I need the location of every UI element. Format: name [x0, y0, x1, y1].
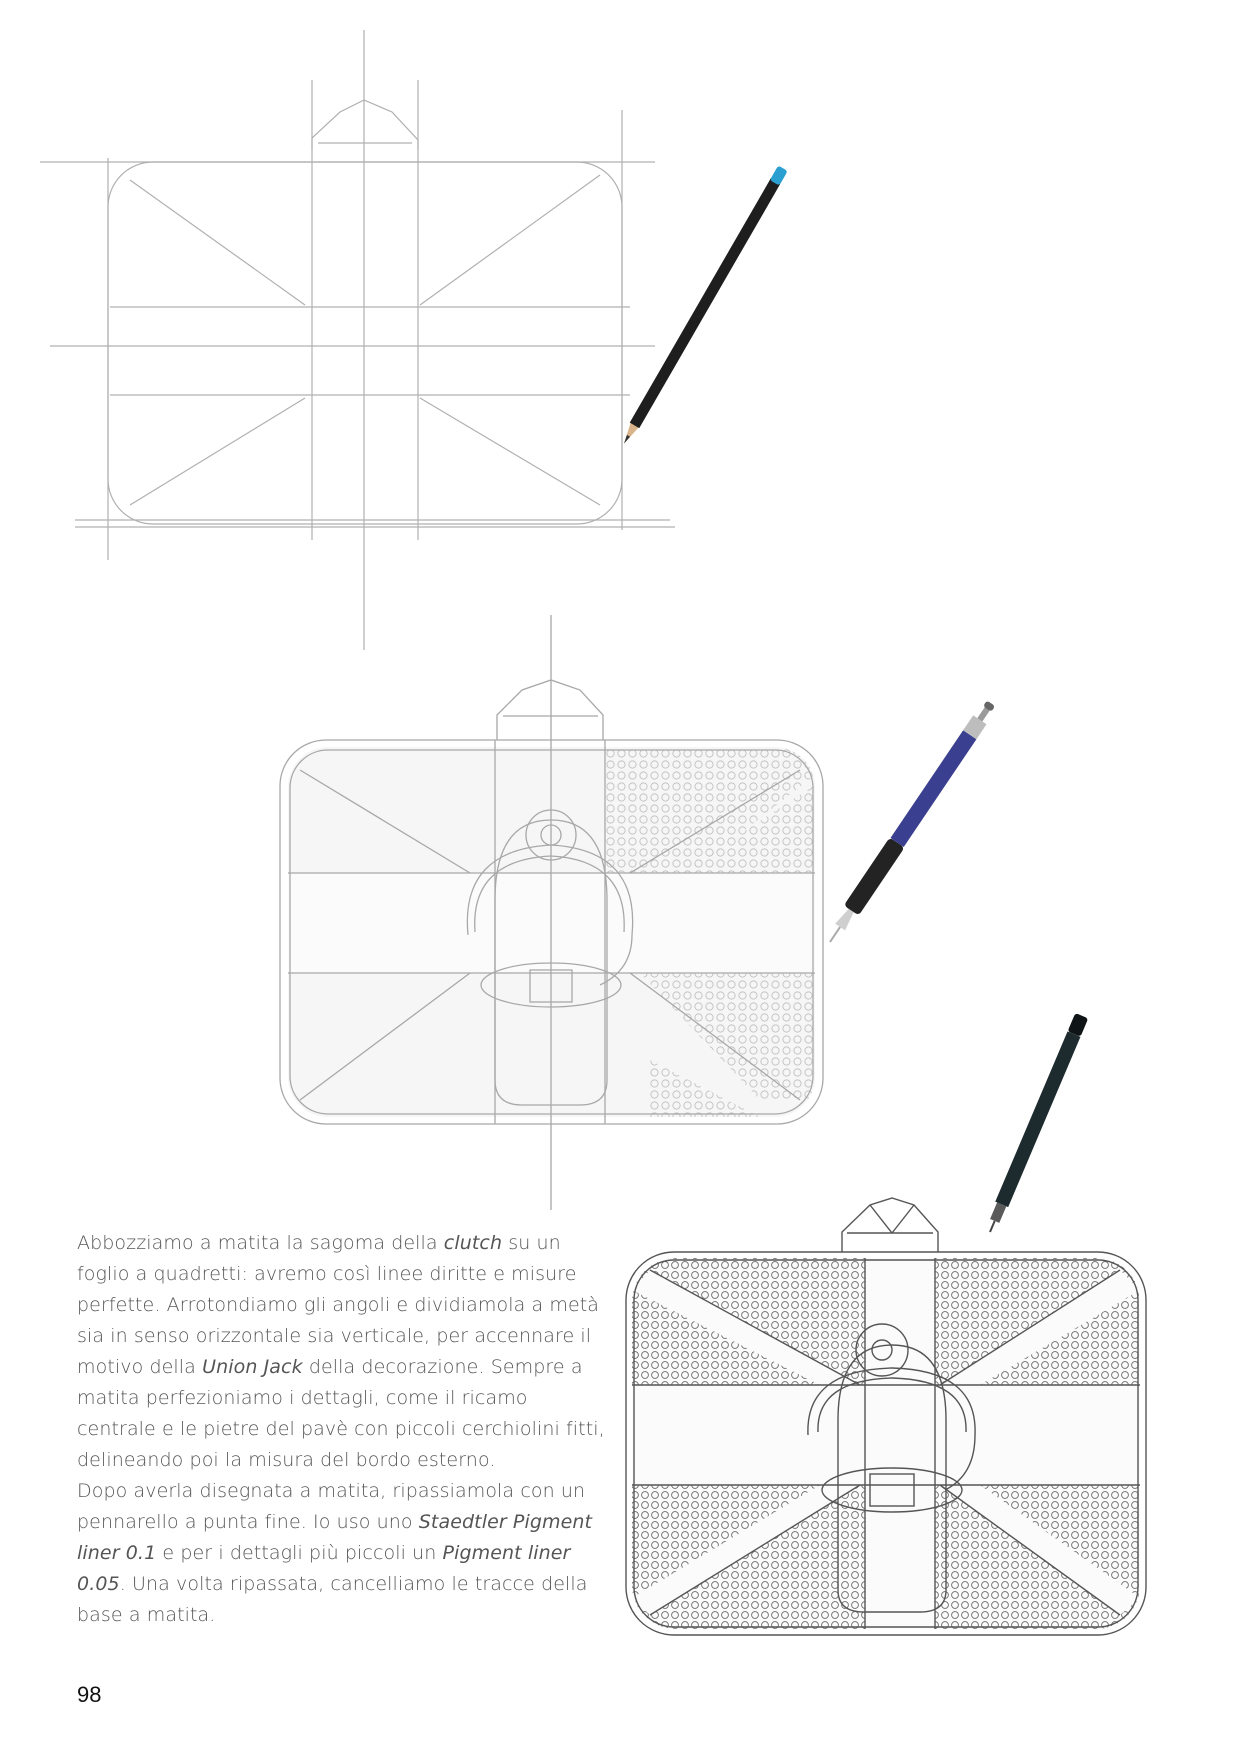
- text-run: Dopo averla disegnata a matita, ripassiamola con un pennarello a punta fine. Io uso uno: [77, 1480, 586, 1533]
- text-run: . Una volta ripassata, cancelliamo le tracce della base a matita.: [77, 1573, 588, 1626]
- term-clutch: clutch: [443, 1232, 503, 1254]
- text-run: e per i dettagli più piccoli un: [156, 1542, 443, 1564]
- text-run: Abbozziamo a matita la sagoma della: [77, 1232, 444, 1254]
- term-pigment-liner: Pigment liner 0.05: [77, 1542, 571, 1595]
- inked-drawing: [626, 1198, 1146, 1635]
- pencil-icon: [619, 165, 788, 446]
- mechanical-pencil-icon: [823, 698, 999, 947]
- paragraph-step-1: [77, 1228, 607, 1476]
- term-union-jack: Union Jack: [202, 1356, 303, 1378]
- page-number: 98: [77, 1682, 102, 1707]
- construction-sketch: [40, 30, 675, 650]
- text-run: della decorazione. Sempre a matita perfezioniamo i dettagli, come il ricamo centrale e le pietre del pavè con piccoli cerchiolini fitti, delineando poi la misura del bordo esterno.: [77, 1356, 605, 1471]
- instruction-text: [77, 1228, 607, 1631]
- term-staedtler: Staedtler Pigment liner 0.1: [77, 1511, 593, 1564]
- fineliner-pen-icon: [984, 1013, 1089, 1235]
- refined-sketch: [280, 615, 823, 1210]
- text-run: su un foglio a quadretti: avremo così linee diritte e misure perfette. Arrotondiamo gli angoli e dividiamola a metà sia in senso orizzontale sia verticale, per accennare il motivo della: [77, 1232, 600, 1378]
- paragraph-step-2: [77, 1476, 607, 1631]
